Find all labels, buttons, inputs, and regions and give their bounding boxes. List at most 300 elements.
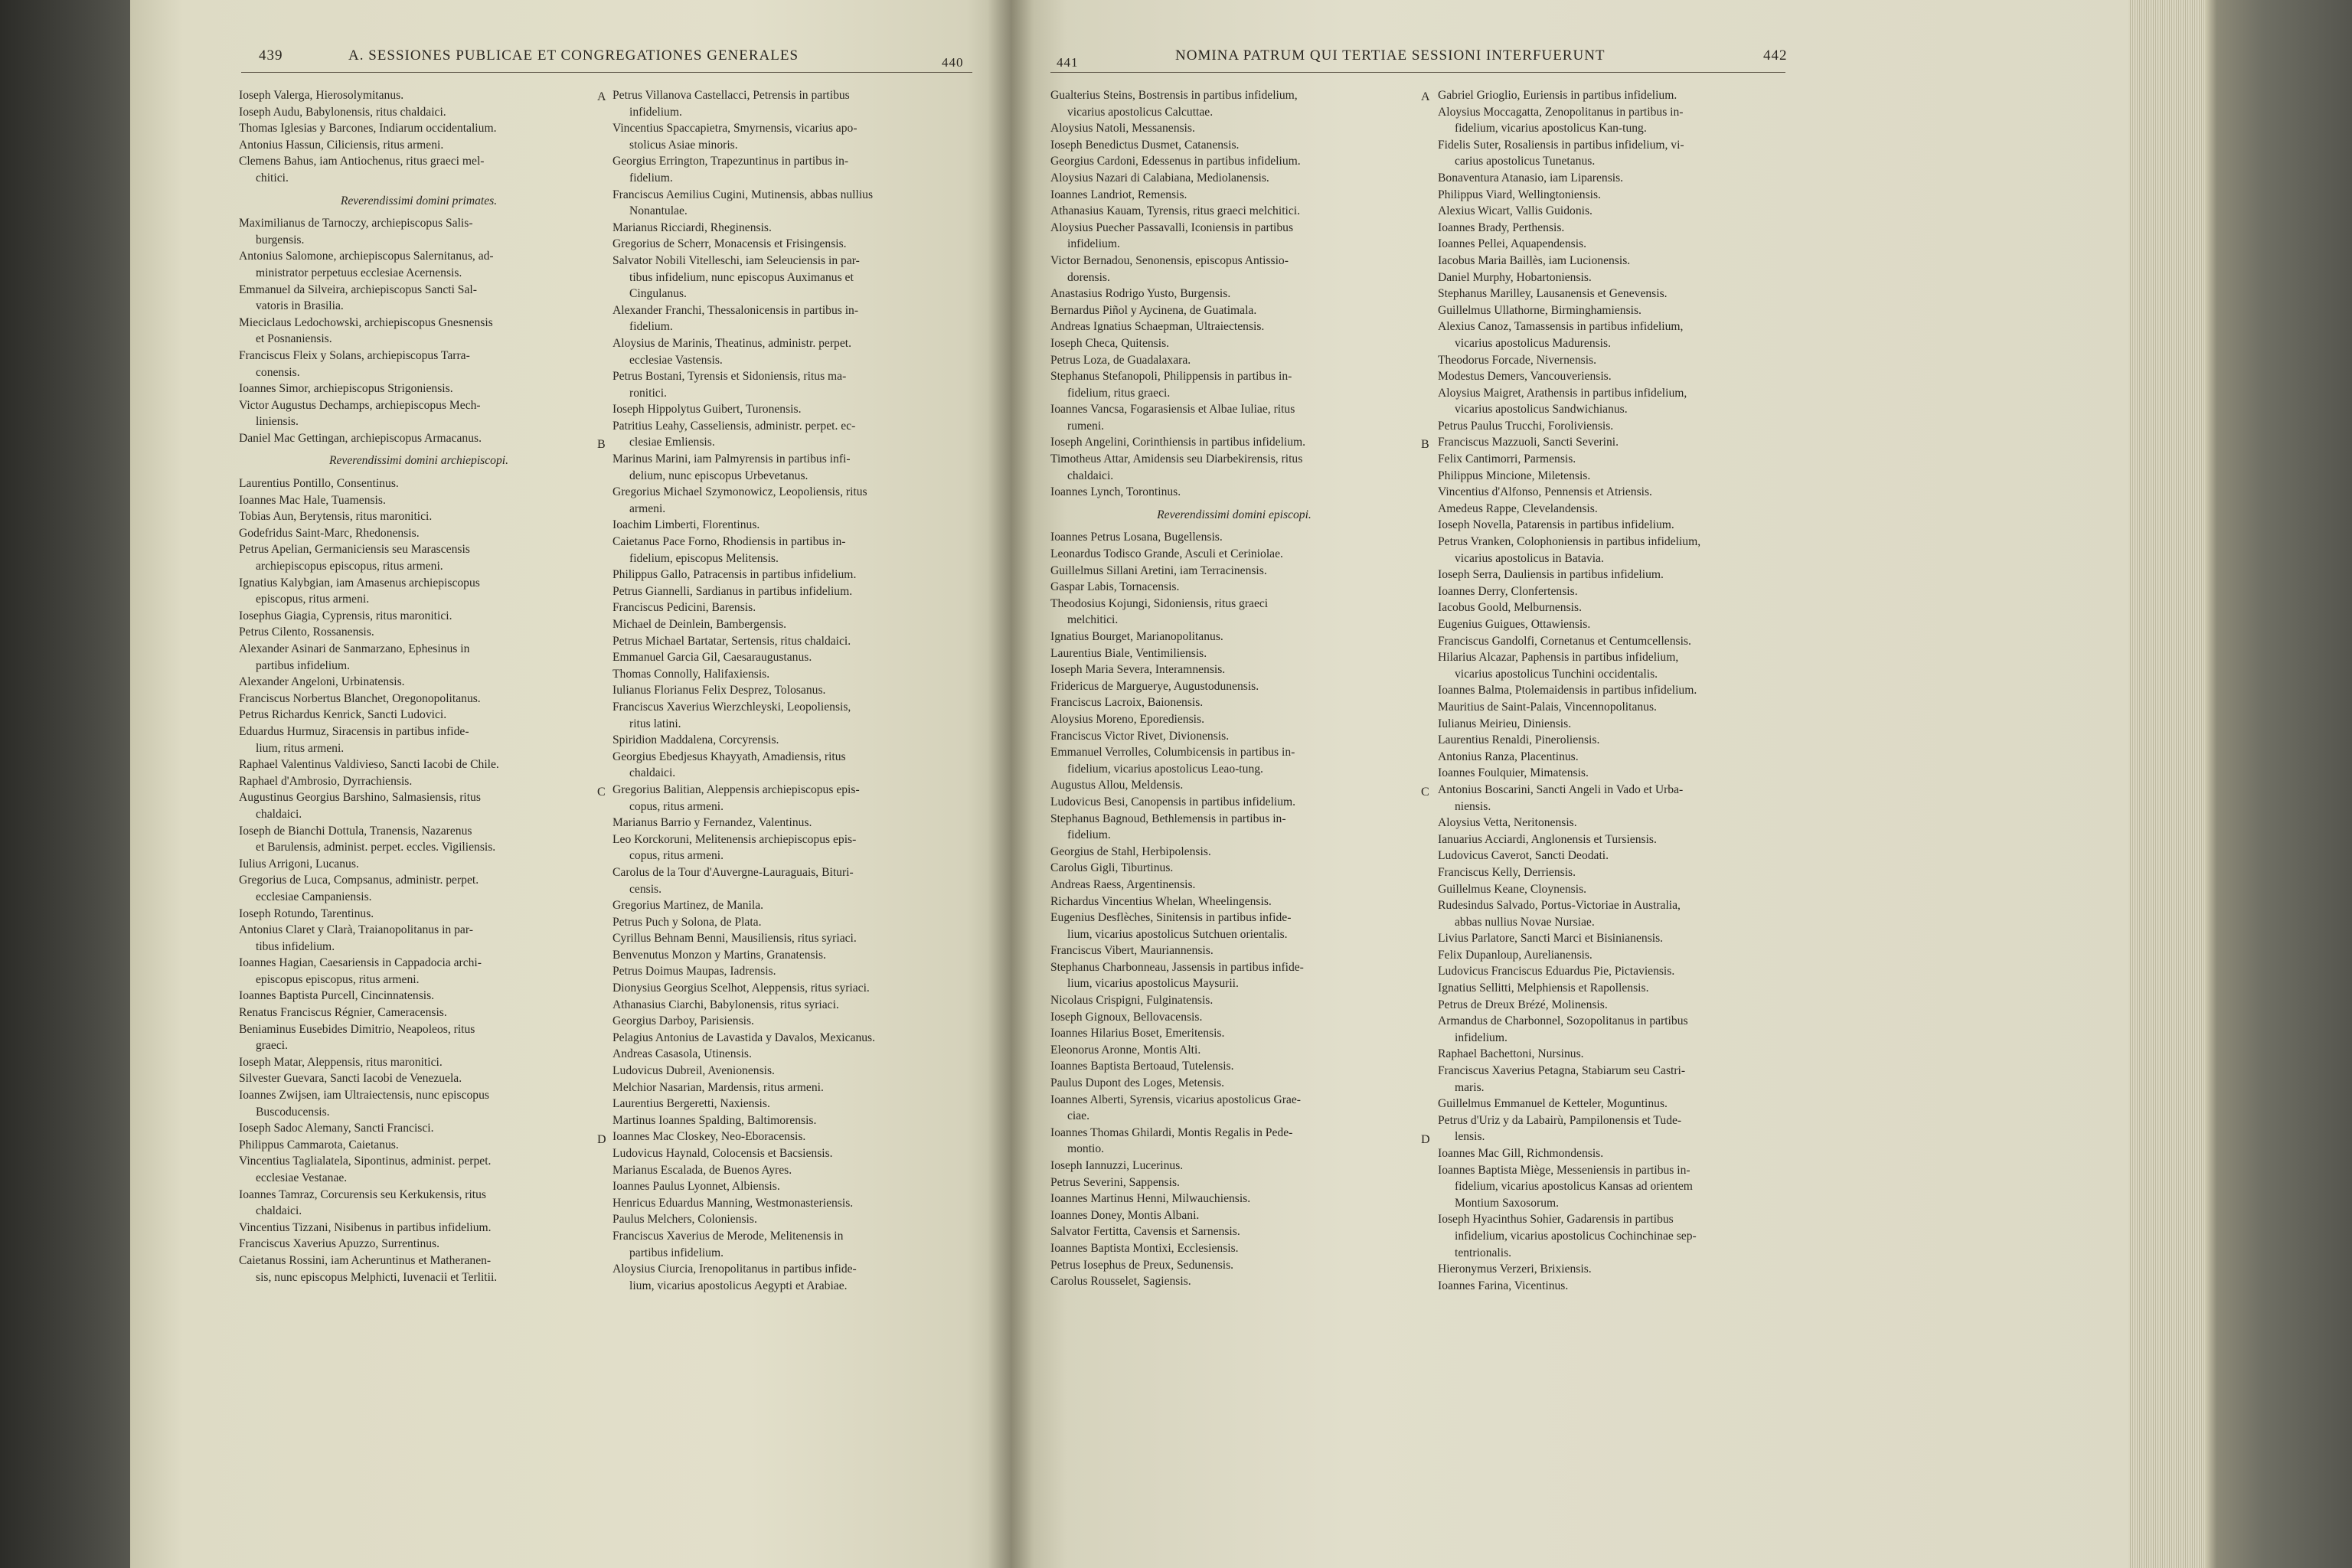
entry-line: Martinus Ioannes Spalding, Baltimorensis.: [612, 1113, 817, 1127]
entry-line: Petrus Apelian, Germaniciensis seu Marascensis: [239, 543, 470, 557]
entry-line: Ioannes Lynch, Torontinus.: [1050, 485, 1181, 499]
entry-line: Franciscus Xaverius de Merode, Melitenensis in: [612, 1229, 844, 1243]
entry-line: Andreas Raess, Argentinensis.: [1050, 877, 1196, 891]
entry-line: Petrus Puch y Solona, de Plata.: [612, 915, 762, 929]
entry-line: Ioannes Baptista Montixi, Ecclesiensis.: [1050, 1241, 1239, 1255]
running-head-right: NOMINA PATRUM QUI TERTIAE SESSIONI INTERFUERUNT: [1175, 47, 1606, 64]
entry-line: fidelium.: [1067, 828, 1111, 842]
entry-line: fidelium, vicarius apostolicus Kansas ad orientem: [1455, 1180, 1693, 1194]
entry-line: Petrus Iosephus de Preux, Sedunensis.: [1050, 1258, 1234, 1272]
entry-line: Henricus Eduardus Manning, Westmonasteriensis.: [612, 1196, 854, 1210]
entry-line: lium, vicarius apostolicus Aegypti et Arabiae.: [629, 1279, 848, 1292]
margin-letter-c-left: C: [597, 786, 606, 799]
entry-line: et Posnaniensis.: [256, 332, 332, 346]
entry-line: fidelium, ritus graeci.: [1067, 386, 1171, 400]
entry-line: episcopus episcopus, ritus armeni.: [256, 972, 420, 986]
entry-line: ronitici.: [629, 386, 667, 400]
entry-line: Alexius Wicart, Vallis Guidonis.: [1438, 204, 1592, 218]
entry-line: Rudesindus Salvado, Portus-Victoriae in Australia,: [1438, 899, 1681, 913]
entry-line: Laurentius Renaldi, Pineroliensis.: [1438, 733, 1600, 747]
entry-line: Franciscus Fleix y Solans, archiepiscopus Tarra-: [239, 348, 470, 362]
entry-line: Franciscus Xaverius Wierzchleyski, Leopoliensis,: [612, 700, 851, 714]
entry-line: partibus infidelium.: [256, 658, 350, 672]
margin-letter-c-right: C: [1421, 786, 1429, 799]
entry-line: tibus infidelium.: [256, 939, 335, 953]
entry-line: Marianus Ricciardi, Rheginensis.: [612, 220, 772, 234]
header-rule-left: [241, 72, 972, 73]
entry-line: Ioseph Gignoux, Bellovacensis.: [1050, 1010, 1203, 1024]
entry-line: Paulus Dupont des Loges, Metensis.: [1050, 1076, 1224, 1090]
entry-line: Raphael d'Ambrosio, Dyrrachiensis.: [239, 774, 413, 788]
entry-line: Antonius Claret y Clarà, Traianopolitanus in par-: [239, 923, 473, 937]
entry-line: Alexander Asinari de Sanmarzano, Ephesinus in: [239, 642, 470, 655]
entry-line: Philippus Viard, Wellingtoniensis.: [1438, 188, 1601, 201]
entry-line: Ioseph de Bianchi Dottula, Tranensis, Nazarenus: [239, 824, 472, 838]
entry-line: Stephanus Stefanopoli, Philippensis in partibus in-: [1050, 370, 1292, 384]
entry-line: Vincentius Tizzani, Nisibenus in partibus infidelium.: [239, 1220, 492, 1234]
entry-line: Pelagius Antonius de Lavastida y Davalos, Mexicanus.: [612, 1031, 876, 1044]
entry-line: Ioseph Checa, Quitensis.: [1050, 336, 1170, 350]
entry-line: Maximilianus de Tarnoczy, archiepiscopus Salis-: [239, 217, 473, 230]
entry-line: Stephanus Bagnoud, Bethlemensis in partibus in-: [1050, 812, 1286, 825]
entry-line: Caietanus Pace Forno, Rhodiensis in partibus in-: [612, 535, 846, 549]
entry-line: Ianuarius Acciardi, Anglonensis et Tursiensis.: [1438, 832, 1657, 846]
entry-line: Ignatius Sellitti, Melphiensis et Rapollensis.: [1438, 982, 1649, 995]
entry-line: Fridericus de Marguerye, Augustodunensis.: [1050, 679, 1259, 693]
entry-line: Antonius Salomone, archiepiscopus Salernitanus, ad-: [239, 250, 494, 263]
entry-line: Ioannes Martinus Henni, Milwauchiensis.: [1050, 1192, 1251, 1206]
entry-line: Ioannes Foulquier, Mimatensis.: [1438, 766, 1589, 780]
entry-line: Petrus d'Uriz y da Labairù, Pampilonensis et Tude-: [1438, 1113, 1682, 1127]
entry-line: infidelium.: [629, 105, 682, 119]
entry-line: lensis.: [1455, 1130, 1485, 1144]
entry-line: Antonius Ranza, Placentinus.: [1438, 750, 1579, 763]
entry-line: liniensis.: [256, 415, 299, 429]
entry-line: Vincentius Taglialatela, Sipontinus, administ. perpet.: [239, 1155, 492, 1168]
entry-line: carius apostolicus Tunetanus.: [1455, 155, 1596, 168]
entry-line: Carolus Rousselet, Sagiensis.: [1050, 1275, 1191, 1289]
entry-line: fidelium, episcopus Melitensis.: [629, 551, 779, 565]
entry-line: dorensis.: [1067, 270, 1110, 284]
entry-line: Guillelmus Keane, Cloynensis.: [1438, 882, 1587, 896]
entry-line: Timotheus Attar, Amidensis seu Diarbekirensis, ritus: [1050, 452, 1303, 466]
entry-line: Stephanus Marilley, Lausanensis et Genevensis.: [1438, 287, 1668, 301]
entry-line: Aloysius Moreno, Eporediensis.: [1050, 712, 1204, 726]
entry-line: Mauritius de Saint-Palais, Vincennopolitanus.: [1438, 700, 1657, 714]
entry-line: Iacobus Maria Baillès, iam Lucionensis.: [1438, 253, 1631, 267]
book-cover-left: [0, 0, 138, 1568]
entry-line: Ioannes Balma, Ptolemaidensis in partibus infidelium.: [1438, 684, 1697, 697]
entry-line: infidelium.: [1067, 237, 1120, 251]
entry-line: lium, vicarius apostolicus Maysurii.: [1067, 977, 1239, 991]
entry-line: Philippus Gallo, Patracensis in partibus infidelium.: [612, 568, 857, 582]
entry-line: Godefridus Saint-Marc, Rhedonensis.: [239, 526, 420, 540]
entry-line: Emmanuel da Silveira, archiepiscopus Sancti Sal-: [239, 283, 477, 296]
entry-line: Iulianus Florianus Felix Desprez, Tolosanus.: [612, 684, 826, 697]
entry-line: Dionysius Georgius Scelhot, Aleppensis, ritus syriaci.: [612, 982, 870, 995]
entry-line: Ioseph Sadoc Alemany, Sancti Francisci.: [239, 1122, 434, 1135]
section-heading: Reverendissimi domini episcopi.: [1157, 508, 1312, 521]
book-gutter: [988, 0, 1034, 1568]
entry-line: Ioannes Tamraz, Corcurensis seu Kerkukensis, ritus: [239, 1187, 486, 1201]
entry-line: Salvator Fertitta, Cavensis et Sarnensis.: [1050, 1225, 1240, 1239]
entry-line: Georgius Darboy, Parisiensis.: [612, 1014, 754, 1028]
entry-line: Thomas Connolly, Halifaxiensis.: [612, 667, 770, 681]
entry-line: lium, ritus armeni.: [256, 741, 345, 755]
entry-line: Vincentius d'Alfonso, Pennensis et Atriensis.: [1438, 485, 1652, 499]
entry-line: Patritius Leahy, Casseliensis, administr. perpet. ec-: [612, 419, 856, 433]
entry-line: chaldaici.: [629, 766, 676, 780]
entry-line: Ioannes Hagian, Caesariensis in Cappadocia archi-: [239, 956, 482, 970]
entry-line: Ioseph Hippolytus Guibert, Turonensis.: [612, 403, 802, 416]
entry-line: fidelium, vicarius apostolicus Leao-tung.: [1067, 762, 1263, 776]
entry-line: Alexander Angeloni, Urbinatensis.: [239, 675, 405, 689]
entry-line: Tobias Aun, Berytensis, ritus maronitici.: [239, 510, 433, 524]
entry-line: Ioannes Landriot, Remensis.: [1050, 188, 1187, 201]
entry-line: Franciscus Victor Rivet, Divionensis.: [1050, 729, 1230, 743]
entry-line: Franciscus Pedicini, Barensis.: [612, 601, 756, 615]
entry-line: Armandus de Charbonnel, Sozopolitanus in partibus: [1438, 1014, 1688, 1028]
entry-line: Hilarius Alcazar, Paphensis in partibus infidelium,: [1438, 651, 1679, 665]
entry-line: Iosephus Giagia, Cyprensis, ritus maronitici.: [239, 609, 452, 622]
entry-line: Franciscus Mazzuoli, Sancti Severini.: [1438, 436, 1619, 449]
entry-line: Carolus de la Tour d'Auvergne-Lauraguais, Bituri-: [612, 865, 854, 879]
entry-line: Ludovicus Caverot, Sancti Deodati.: [1438, 849, 1609, 863]
entry-line: Antonius Boscarini, Sancti Angeli in Vado et Urba-: [1438, 782, 1684, 796]
entry-line: Ioseph Audu, Babylonensis, ritus chaldaici.: [239, 105, 446, 119]
running-head-left: A. SESSIONES PUBLICAE ET CONGREGATIONES GENERALES: [348, 47, 799, 64]
entry-line: Franciscus Xaverius Apuzzo, Surrentinus.: [239, 1237, 440, 1251]
entry-line: sis, nunc episcopus Melphicti, Iuvenacii et Terlitii.: [256, 1270, 498, 1284]
entry-line: Raphael Valentinus Valdivieso, Sancti Iacobi de Chile.: [239, 758, 499, 772]
entry-line: Ignatius Bourget, Marianopolitanus.: [1050, 630, 1223, 643]
entry-line: infidelium, vicarius apostolicus Cochinchinae sep-: [1455, 1229, 1697, 1243]
entry-line: Ioseph Iannuzzi, Lucerinus.: [1050, 1159, 1184, 1172]
entry-line: Ioseph Hyacinthus Sohier, Gadarensis in partibus: [1438, 1213, 1674, 1227]
entry-line: episcopus, ritus armeni.: [256, 593, 370, 606]
entry-line: copus, ritus armeni.: [629, 799, 724, 813]
entry-line: Georgius Errington, Trapezuntinus in partibus in-: [612, 155, 849, 168]
entry-line: Iacobus Goold, Melburnensis.: [1438, 601, 1582, 615]
entry-line: Andreas Casasola, Utinensis.: [612, 1047, 752, 1061]
entry-line: Marianus Barrio y Fernandez, Valentinus.: [612, 816, 812, 830]
entry-line: Ioannes Pellei, Aquapendensis.: [1438, 237, 1587, 251]
entry-line: Ludovicus Franciscus Eduardus Pie, Pictaviensis.: [1438, 965, 1675, 978]
entry-line: Ioseph Maria Severa, Interamnensis.: [1050, 663, 1226, 677]
entry-line: Georgius Cardoni, Edessenus in partibus infidelium.: [1050, 155, 1301, 168]
entry-line: Ludovicus Dubreil, Avenionensis.: [612, 1064, 775, 1078]
entry-line: armeni.: [629, 501, 666, 515]
entry-line: Marianus Escalada, de Buenos Ayres.: [612, 1163, 792, 1177]
entry-line: Daniel Mac Gettingan, archiepiscopus Armacanus.: [239, 431, 482, 445]
margin-letter-b-left: B: [597, 438, 606, 451]
entry-line: Nicolaus Crispigni, Fulginatensis.: [1050, 994, 1214, 1008]
entry-line: Georgius Ebedjesus Khayyath, Amadiensis, ritus: [612, 750, 846, 763]
entry-line: Aloysius Maigret, Arathensis in partibus infidelium,: [1438, 386, 1687, 400]
entry-line: Gualterius Steins, Bostrensis in partibus infidelium,: [1050, 89, 1298, 102]
entry-line: Eduardus Hurmuz, Siracensis in partibus infide-: [239, 724, 469, 738]
entry-line: Ioannes Petrus Losana, Bugellensis.: [1050, 531, 1223, 544]
entry-line: Petrus Richardus Kenrick, Sancti Ludovici.: [239, 708, 447, 722]
margin-letter-a-right: A: [1421, 90, 1430, 103]
margin-letter-a-left: A: [597, 90, 606, 103]
entry-line: Emmanuel Verrolles, Columbicensis in partibus in-: [1050, 746, 1295, 760]
entry-line: Athanasius Kauam, Tyrensis, ritus graeci melchitici.: [1050, 204, 1301, 218]
page-number-440: 440: [942, 55, 964, 70]
entry-line: Gregorius Balitian, Aleppensis archiepiscopus epis-: [612, 782, 860, 796]
entry-line: graeci.: [256, 1039, 288, 1053]
entry-line: Ioseph Serra, Dauliensis in partibus infidelium.: [1438, 568, 1664, 582]
entry-line: Ioannes Mac Closkey, Neo-Eboracensis.: [612, 1130, 806, 1144]
entry-line: Guillelmus Sillani Aretini, iam Terracinensis.: [1050, 564, 1267, 577]
entry-line: Iulianus Meirieu, Diniensis.: [1438, 717, 1572, 730]
entry-line: Petrus Severini, Sappensis.: [1050, 1175, 1180, 1189]
entry-line: vatoris in Brasilia.: [256, 299, 344, 313]
entry-line: Felix Cantimorri, Parmensis.: [1438, 452, 1576, 466]
entry-line: Eugenius Desflèches, Sinitensis in partibus infide-: [1050, 911, 1292, 925]
entry-line: montio.: [1067, 1142, 1105, 1156]
entry-line: maris.: [1455, 1080, 1485, 1094]
entry-line: tibus infidelium, nunc episcopus Auximanus et: [629, 270, 854, 284]
entry-line: Eugenius Guigues, Ottawiensis.: [1438, 618, 1591, 631]
entry-line: Buscoducensis.: [256, 1105, 330, 1119]
entry-line: Eleonorus Aronne, Montis Alti.: [1050, 1043, 1201, 1057]
entry-line: Cingulanus.: [629, 287, 687, 301]
entry-line: Melchior Nasarian, Mardensis, ritus armeni.: [612, 1080, 824, 1094]
entry-line: Ioannes Farina, Vicentinus.: [1438, 1279, 1569, 1292]
entry-line: Ioannes Mac Gill, Richmondensis.: [1438, 1147, 1604, 1160]
entry-line: Raphael Bachettoni, Nursinus.: [1438, 1047, 1584, 1061]
entry-line: Petrus Villanova Castellacci, Petrensis in partibus: [612, 89, 850, 102]
entry-line: Philippus Cammarota, Caietanus.: [239, 1138, 399, 1152]
entry-line: Ioseph Novella, Patarensis in partibus infidelium.: [1438, 518, 1674, 532]
entry-line: Petrus Cilento, Rossanensis.: [239, 626, 374, 639]
entry-line: fidelium.: [629, 320, 673, 334]
entry-line: Theodorus Forcade, Nivernensis.: [1438, 353, 1596, 367]
entry-line: ecclesiae Vestanae.: [256, 1171, 348, 1184]
entry-line: Ioannes Baptista Purcell, Cincinnatensis.: [239, 989, 435, 1003]
left-page-column-1: [239, 87, 599, 1285]
entry-line: archiepiscopus episcopus, ritus armeni.: [256, 560, 443, 573]
entry-line: Ioannes Simor, archiepiscopus Strigoniensis.: [239, 382, 453, 396]
entry-line: Gabriel Grioglio, Euriensis in partibus infidelium.: [1438, 89, 1677, 102]
left-page-column-2: [612, 87, 972, 1294]
entry-line: vicarius apostolicus Sandwichianus.: [1455, 403, 1628, 416]
entry-line: Montium Saxosorum.: [1455, 1196, 1560, 1210]
entry-line: Ioannes Brady, Perthensis.: [1438, 220, 1565, 234]
entry-line: Victor Augustus Dechamps, archiepiscopus Mech-: [239, 398, 481, 412]
entry-line: Aloysius Puecher Passavalli, Iconiensis in partibus: [1050, 220, 1294, 234]
entry-line: Gregorius de Scherr, Monacensis et Frisingensis.: [612, 237, 847, 251]
entry-line: ritus latini.: [629, 717, 681, 730]
entry-line: censis.: [629, 882, 662, 896]
entry-line: Ignatius Kalybgian, iam Amasenus archiepiscopus: [239, 576, 480, 590]
margin-letter-d-left: D: [597, 1133, 606, 1146]
entry-line: Ludovicus Haynald, Colocensis et Bacsiensis.: [612, 1147, 833, 1160]
entry-line: Ioannes Paulus Lyonnet, Albiensis.: [612, 1180, 780, 1194]
right-page-column-1: [1050, 87, 1418, 1290]
entry-line: Aloysius Natoli, Messanensis.: [1050, 122, 1195, 136]
entry-line: Alexius Canoz, Tamassensis in partibus infidelium,: [1438, 320, 1684, 334]
entry-line: Aloysius de Marinis, Theatinus, administr. perpet.: [612, 336, 851, 350]
entry-line: vicarius apostolicus Madurensis.: [1455, 336, 1611, 350]
entry-line: partibus infidelium.: [629, 1246, 724, 1259]
entry-line: infidelium.: [1455, 1031, 1508, 1044]
entry-line: Ioannes Baptista Miège, Messeniensis in partibus in-: [1438, 1163, 1690, 1177]
entry-line: Antonius Hassun, Ciliciensis, ritus armeni.: [239, 138, 444, 152]
entry-line: abbas nullius Novae Nursiae.: [1455, 915, 1595, 929]
entry-line: Ioannes Thomas Ghilardi, Montis Regalis in Pede-: [1050, 1125, 1293, 1139]
entry-line: Marinus Marini, iam Palmyrensis in partibus infi-: [612, 452, 851, 466]
entry-line: Petrus Doimus Maupas, Iadrensis.: [612, 965, 776, 978]
entry-line: Franciscus Norbertus Blanchet, Oregonopolitanus.: [239, 691, 481, 705]
entry-line: Gregorius Michael Szymonowicz, Leopoliensis, ritus: [612, 485, 867, 499]
entry-line: conensis.: [256, 365, 300, 379]
entry-line: melchitici.: [1067, 613, 1119, 627]
entry-line: clesiae Emliensis.: [629, 436, 715, 449]
entry-line: Petrus de Dreux Brézé, Molinensis.: [1438, 998, 1608, 1011]
entry-line: Augustinus Georgius Barshino, Salmasiensis, ritus: [239, 791, 481, 805]
entry-line: Leonardus Todisco Grande, Asculi et Ceriniolae.: [1050, 547, 1283, 561]
entry-line: Ioseph Benedictus Dusmet, Catanensis.: [1050, 138, 1240, 152]
section-heading: Reverendissimi domini archiepiscopi.: [328, 454, 508, 468]
entry-line: Ludovicus Besi, Canopensis in partibus infidelium.: [1050, 795, 1296, 808]
entry-line: et Barulensis, administ. perpet. eccles. Vigiliensis.: [256, 841, 496, 854]
entry-line: vicarius apostolicus Calcuttae.: [1067, 105, 1214, 119]
section-heading: Reverendissimi domini primates.: [340, 194, 498, 207]
entry-line: Cyrillus Behnam Benni, Mausiliensis, ritus syriaci.: [612, 932, 857, 946]
entry-line: Ioannes Mac Hale, Tuamensis.: [239, 493, 386, 507]
entry-line: Ioseph Angelini, Corinthiensis in partibus infidelium.: [1050, 436, 1306, 449]
entry-line: Aloysius Nazari di Calabiana, Mediolanensis.: [1050, 171, 1269, 185]
entry-line: Petrus Michael Bartatar, Sertensis, ritus chaldaici.: [612, 634, 851, 648]
entry-line: Amedeus Rappe, Clevelandensis.: [1438, 501, 1598, 515]
margin-letter-d-right: D: [1421, 1133, 1430, 1146]
entry-line: Bernardus Piñol y Aycinena, de Guatimala.: [1050, 303, 1257, 317]
entry-line: niensis.: [1455, 799, 1491, 813]
entry-line: Ioachim Limberti, Florentinus.: [612, 518, 760, 532]
entry-line: Gregorius Martinez, de Manila.: [612, 899, 764, 913]
entry-line: Benvenutus Monzon y Martins, Granatensis.: [612, 948, 826, 962]
entry-line: Ioseph Matar, Aleppensis, ritus maronitici.: [239, 1055, 443, 1069]
entry-line: Ioannes Zwijsen, iam Ultraiectensis, nunc episcopus: [239, 1089, 489, 1102]
entry-line: stolicus Asiae minoris.: [629, 138, 738, 152]
entry-line: Petrus Paulus Trucchi, Foroliviensis.: [1438, 419, 1614, 433]
margin-letter-b-right: B: [1421, 438, 1429, 451]
entry-line: fidelium.: [629, 171, 673, 185]
entry-line: Stephanus Charbonneau, Jassensis in partibus infide-: [1050, 960, 1304, 974]
entry-line: chitici.: [256, 171, 289, 185]
entry-line: Ioannes Doney, Montis Albani.: [1050, 1208, 1200, 1222]
entry-line: Spiridion Maddalena, Corcyrensis.: [612, 733, 779, 747]
entry-line: Anastasius Rodrigo Yusto, Burgensis.: [1050, 287, 1231, 301]
entry-line: Andreas Ignatius Schaepman, Ultraiectensis.: [1050, 320, 1265, 334]
entry-line: Emmanuel Garcia Gil, Caesaraugustanus.: [612, 651, 812, 665]
entry-line: Vincentius Spaccapietra, Smyrnensis, vicarius apo-: [612, 122, 858, 136]
entry-line: Leo Korckoruni, Melitenensis archiepiscopus epis-: [612, 832, 857, 846]
entry-line: Renatus Franciscus Régnier, Cameracensis.: [239, 1006, 447, 1020]
entry-line: Franciscus Gandolfi, Cornetanus et Centumcellensis.: [1438, 634, 1691, 648]
entry-line: Fidelis Suter, Rosaliensis in partibus infidelium, vi-: [1438, 138, 1684, 152]
entry-line: Beniaminus Eusebides Dimitrio, Neapoleos, ritus: [239, 1022, 475, 1036]
entry-line: Victor Bernadou, Senonensis, episcopus Antissio-: [1050, 253, 1289, 267]
entry-line: Aloysius Vetta, Neritonensis.: [1438, 816, 1577, 830]
entry-line: burgensis.: [256, 233, 305, 247]
entry-line: Salvator Nobili Vitelleschi, iam Seleuciensis in par-: [612, 253, 860, 267]
entry-line: Ioseph Valerga, Hierosolymitanus.: [239, 89, 404, 102]
entry-line: Petrus Giannelli, Sardianus in partibus infidelium.: [612, 584, 853, 598]
entry-line: Caietanus Rossini, iam Acheruntinus et Matheranen-: [239, 1253, 492, 1267]
entry-line: Franciscus Kelly, Derriensis.: [1438, 865, 1576, 879]
entry-line: chaldaici.: [256, 1204, 302, 1218]
entry-line: Ioannes Derry, Clonfertensis.: [1438, 584, 1578, 598]
entry-line: Carolus Gigli, Tiburtinus.: [1050, 861, 1174, 875]
entry-line: Athanasius Ciarchi, Babylonensis, ritus syriaci.: [612, 998, 839, 1011]
entry-line: Ioannes Vancsa, Fogarasiensis et Albae Iuliae, ritus: [1050, 403, 1295, 416]
header-rule-right: [1050, 72, 1785, 73]
entry-line: tentrionalis.: [1455, 1246, 1512, 1259]
entry-line: Franciscus Xaverius Petagna, Stabiarum seu Castri-: [1438, 1064, 1686, 1078]
entry-line: Philippus Mincione, Miletensis.: [1438, 469, 1591, 482]
entry-line: Ioseph Rotundo, Tarentinus.: [239, 906, 374, 920]
page-number-439: 439: [259, 47, 283, 64]
entry-line: chaldaici.: [256, 807, 302, 821]
right-page-column-2: [1438, 87, 1805, 1294]
entry-line: Laurentius Bergeretti, Naxiensis.: [612, 1097, 770, 1111]
entry-line: Guillelmus Emmanuel de Ketteler, Moguntinus.: [1438, 1097, 1668, 1111]
entry-line: Michael de Deinlein, Bambergensis.: [612, 618, 787, 631]
book-cover-right: [2205, 0, 2352, 1568]
entry-line: Felix Dupanloup, Aurelianensis.: [1438, 948, 1592, 962]
entry-line: rumeni.: [1067, 419, 1105, 433]
entry-line: Iulius Arrigoni, Lucanus.: [239, 857, 359, 871]
entry-line: Gaspar Labis, Tornacensis.: [1050, 580, 1180, 594]
entry-line: chaldaici.: [1067, 469, 1114, 482]
entry-line: Hieronymus Verzeri, Brixiensis.: [1438, 1263, 1592, 1276]
entry-line: Thomas Iglesias y Barcones, Indiarum occidentalium.: [239, 122, 497, 136]
entry-line: Clemens Bahus, iam Antiochenus, ritus graeci mel-: [239, 155, 485, 168]
entry-line: Guillelmus Ullathorne, Birminghamiensis.: [1438, 303, 1642, 317]
entry-line: Franciscus Aemilius Cugini, Mutinensis, abbas nullius: [612, 188, 874, 201]
entry-line: Laurentius Biale, Ventimiliensis.: [1050, 646, 1207, 660]
entry-line: Livius Parlatore, Sancti Marci et Bisinianensis.: [1438, 932, 1664, 946]
entry-line: Ioannes Hilarius Boset, Emeritensis.: [1050, 1027, 1225, 1040]
entry-line: ecclesiae Vastensis.: [629, 353, 723, 367]
entry-line: vicarius apostolicus in Batavia.: [1455, 551, 1604, 565]
entry-line: fidelium, vicarius apostolicus Kan-tung.: [1455, 122, 1647, 136]
entry-line: Petrus Vranken, Colophoniensis in partibus infidelium,: [1438, 535, 1701, 549]
entry-line: vicarius apostolicus Tunchini occidentalis.: [1455, 667, 1658, 681]
entry-line: copus, ritus armeni.: [629, 849, 724, 863]
entry-line: Modestus Demers, Vancouveriensis.: [1438, 370, 1612, 384]
entry-line: delium, nunc episcopus Urbevetanus.: [629, 469, 808, 482]
entry-line: Laurentius Pontillo, Consentinus.: [239, 477, 399, 491]
entry-line: Daniel Murphy, Hobartoniensis.: [1438, 270, 1592, 284]
entry-line: ministrator perpetuus ecclesiae Acernensis.: [256, 266, 462, 279]
entry-line: Ioannes Baptista Bertoaud, Tutelensis.: [1050, 1060, 1234, 1073]
entry-line: Franciscus Vibert, Mauriannensis.: [1050, 944, 1214, 958]
entry-line: Nonantulae.: [629, 204, 688, 218]
entry-line: Theodosius Kojungi, Sidoniensis, ritus graeci: [1050, 596, 1269, 610]
entry-line: Petrus Bostani, Tyrensis et Sidoniensis, ritus ma-: [612, 370, 847, 384]
entry-line: Aloysius Ciurcia, Irenopolitanus in partibus infide-: [612, 1263, 857, 1276]
entry-line: Augustus Allou, Meldensis.: [1050, 779, 1184, 792]
entry-line: ecclesiae Campaniensis.: [256, 890, 372, 903]
page-number-442: 442: [1763, 47, 1788, 64]
entry-line: Bonaventura Atanasio, iam Liparensis.: [1438, 171, 1624, 185]
entry-line: Silvester Guevara, Sancti Iacobi de Venezuela.: [239, 1072, 462, 1086]
entry-line: Aloysius Moccagatta, Zenopolitanus in partibus in-: [1438, 105, 1684, 119]
